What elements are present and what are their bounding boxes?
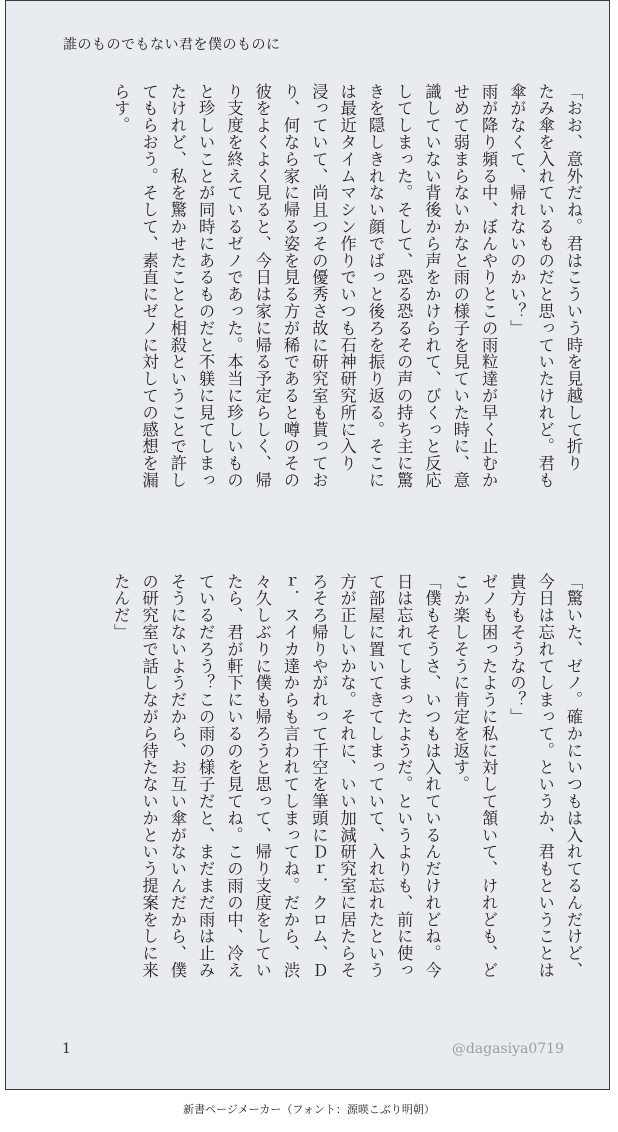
text-block-upper: 「おお、意外だね。君はこういう時を見越して折り たみ傘を入れているものだと思っていたけれど。君も 傘がなくて、帰れないのかい？」 雨が降り頻る中、ぼんやりとこの雨粒達が早く止むか せめて弱まらないかなと雨の様子を見ていた時に、意 識していない背後から声をかけられて、びくっと反応 してしまった。そして、恐る恐るその声の持ち主に驚 きを隠しきれない顔でばっと後ろを振り返る。そこに は最近タイムマシン作りでいつも石神研究所に入り 浸っていて、尚且つその優秀さ故に研究室も貰ってお り、何なら家に帰る姿を見る方が稀であると噂のその 彼をよくよく見ると、今日は家に帰る予定らしく、帰 り支度を終えているゼノであった。本当に珍しいもの と珍しいことが同時にあるものだと不躾に見てしまっ たけれど、私を驚かせたことと相殺ということで許し てもらおう。そして、素直にゼノに対しての感想を漏 らす。 — [111, 83, 583, 489]
generator-credit: 新書ページメーカー（フォント：源暎こぶり明朝） — [183, 1103, 435, 1116]
author-handle: @dagasiya0719 — [451, 1041, 564, 1057]
page-title: 誰のものでもない君を僕のものに — [63, 37, 281, 53]
page-number: 1 — [62, 1041, 71, 1057]
novel-page — [5, 0, 610, 1090]
text-block-lower: 「驚いた、ゼノ。確かにいつもは入れてるんだけど、 今日は忘れてしまって。というか、君もということは 貴方もそうなの？」 ゼノも困ったように私に対して頷いて、けれども、ど こか楽しそうに肯定を返す。 「僕もそうさ、いつもは入れているんだけれどね。今 日は忘れてしまったようだ。というよりも、前に使っ て部屋に置いてきてしまっていて、入れ忘れたという 方が正しいかな。それに、いい加減研究室に居たらそ ろそろ帰りやがれって千空を筆頭にＤｒ．クロム、Ｄ ｒ．スイカ達からも言われてしまってね。だから、渋 々久しぶりに僕も帰ろうと思って、帰り支度をしてい たら、君が軒下にいるのを見てね。この雨の中、冷え ているだろう？この雨の様子だと、まだまだ雨は止み そうにないようだから、お互い傘がないんだから、僕 の研究室で話しながら待たないかという提案をしに来 たんだ」 — [111, 573, 583, 979]
